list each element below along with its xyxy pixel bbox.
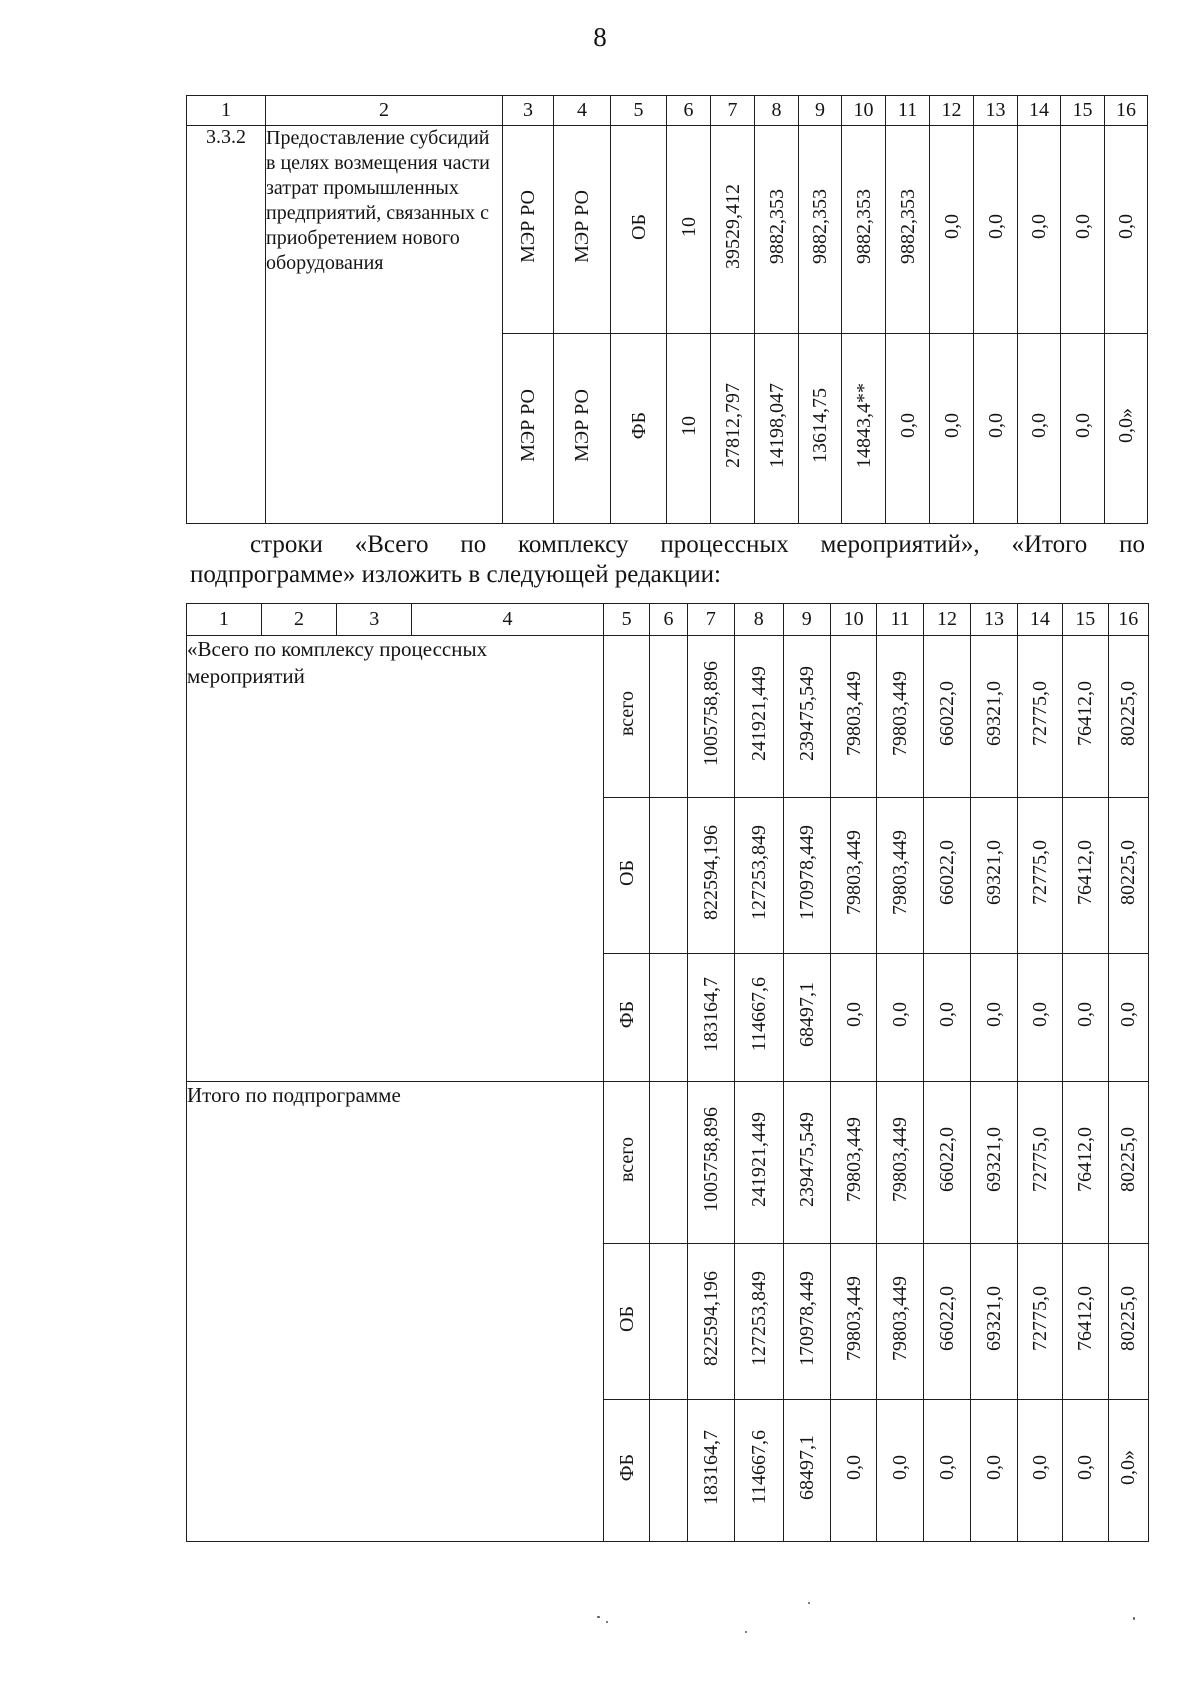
table-cell: 69321,0 [982,1127,1005,1192]
header-cell: 9 [783,604,830,636]
table-cell: 80225,0 [1117,1127,1140,1192]
table-cell: 183164,7 [699,977,722,1052]
table-cell: ОБ [615,859,638,886]
table-cell: 0,0 [842,1002,865,1027]
table-cell: 0,0» [1117,1450,1140,1485]
table-cell: 80225,0 [1117,1286,1140,1351]
table-cell: 72775,0 [1028,840,1051,905]
table-cell: 822594,196 [699,825,722,920]
header-cell: 16 [1108,604,1149,636]
table-cell: 79803,449 [889,1117,912,1202]
header-cell: 12 [930,96,974,126]
table-cell: 69321,0 [982,840,1005,905]
table-cell: 0,0 [984,413,1007,438]
table-cell: ФБ [615,1453,638,1482]
table-cell: 76412,0 [1074,681,1097,746]
table-cell: 239475,549 [795,1112,818,1207]
table-cell: 0,0 [1071,214,1094,239]
table-cell: 79803,449 [889,1276,912,1361]
header-cell: 16 [1105,96,1148,126]
table-cell: 9882,353 [809,189,831,264]
table-cell: 0,0 [1074,1455,1097,1480]
page-number: 8 [593,22,607,52]
table-cell: 79803,449 [842,1117,865,1202]
table-cell: 241921,449 [747,1112,770,1207]
table-cell: 0,0 [936,1455,959,1480]
table-cell: 0,0 [889,1002,912,1027]
table-cell: 39529,412 [721,184,744,269]
table-row [187,1082,1149,1244]
table-cell: 79803,449 [889,671,912,756]
header-cell: 4 [554,96,611,126]
table-cell: 127253,849 [747,1271,770,1366]
table-cell: 69321,0 [982,1286,1005,1351]
table-cell: ФБ [615,1000,638,1029]
header-cell: 15 [1061,96,1105,126]
table-cell: 66022,0 [936,840,959,905]
table-cell: ОБ [615,1305,638,1332]
scan-speck [597,1616,600,1618]
paragraph-line: строки «Всего по комплексу процессных мероприятий», «Итого по [250,531,1145,558]
header-cell: 2 [261,604,337,636]
table-cell: 27812,797 [721,383,744,468]
table-cell: 80225,0 [1117,840,1140,905]
table-cell: 1005758,896 [699,1107,722,1212]
header-cell: 15 [1063,604,1108,636]
header-cell: 11 [886,96,930,126]
table-cell: всего [615,1136,638,1183]
header-cell: 5 [603,604,649,636]
table-cell: 0,0 [984,214,1007,239]
table-cell: 14198,047 [765,383,788,468]
table-cell: 79803,449 [889,830,912,915]
table-cell: 0,0» [1115,408,1137,443]
table-cell: 72775,0 [1028,681,1051,746]
header-cell: 8 [735,604,783,636]
header-cell: 3 [503,96,554,126]
table-cell: 241921,449 [747,666,770,761]
table-cell: 822594,196 [699,1271,722,1366]
table-cell: 0,0 [940,413,963,438]
header-cell: 10 [842,96,886,126]
header-cell: 11 [877,604,923,636]
table-cell: 66022,0 [936,1286,959,1351]
table-cell: 76412,0 [1074,840,1097,905]
table-cell: 0,0 [1074,1002,1097,1027]
table-cell: 239475,549 [795,666,818,761]
table-cell: 170978,449 [795,1271,818,1366]
scan-speck [1133,1617,1135,1620]
header-cell: 12 [923,604,970,636]
table-cell: 0,0 [889,1455,912,1480]
scan-speck [606,1621,608,1623]
header-cell: 14 [1017,604,1062,636]
header-cell: 4 [412,604,604,636]
table-cell: 114667,6 [747,977,770,1052]
header-cell: 1 [187,604,262,636]
header-cell: 6 [650,604,687,636]
table-cell: ФБ [627,411,650,440]
table-cell: 76412,0 [1074,1286,1097,1351]
table-cell: 170978,449 [795,825,818,920]
table-header-row [187,96,1148,126]
item-name: Предоставление субсидий в целях возмещения части затрат промышленных предприятий, связанных с приобретением нового оборудования [266,126,503,524]
table-row [187,636,1149,798]
header-cell: 10 [830,604,876,636]
scan-speck [745,1631,747,1633]
table-cell: 80225,0 [1117,681,1140,746]
header-cell: 2 [266,96,503,126]
header-cell: 9 [799,96,842,126]
table-cell: 69321,0 [982,681,1005,746]
table-cell: 127253,849 [747,825,770,920]
header-cell: 3 [337,604,412,636]
table-cell: 183164,7 [699,1430,722,1505]
table-cell: 114667,6 [747,1430,770,1505]
table-cell: 0,0 [936,1002,959,1027]
table-cell: 9882,353 [852,189,875,264]
table-cell: 0,0 [1028,214,1050,239]
table-cell: 0,0 [842,1455,865,1480]
header-cell: 7 [687,604,734,636]
table-cell: 0,0 [1115,214,1137,239]
amendment-paragraph [190,530,1145,590]
table-cell: 0,0 [1071,413,1094,438]
table-cell: 0,0 [1028,413,1050,438]
table-cell: 79803,449 [842,830,865,915]
scan-speck [808,1602,810,1604]
header-cell: 1 [187,96,266,126]
table-cell: всего [615,690,638,737]
table-cell: 0,0 [1028,1002,1051,1027]
table-cell: 72775,0 [1028,1127,1051,1192]
header-cell: 8 [755,96,799,126]
table-cell: 66022,0 [936,681,959,746]
table-cell: 79803,449 [842,671,865,756]
table-cell: 0,0 [982,1455,1005,1480]
table-cell: МЭР РО [517,389,539,462]
table-cell: 10 [677,415,700,436]
table-row [187,126,1148,334]
header-cell: 13 [974,96,1018,126]
header-cell: 13 [971,604,1017,636]
table-cell: 9882,353 [896,189,919,264]
table-cell: 1005758,896 [699,661,722,766]
header-cell: 7 [711,96,755,126]
table-totals [186,603,1149,1542]
table-cell: 9882,353 [765,189,788,264]
table-cell: 66022,0 [936,1127,959,1192]
table-cell: 76412,0 [1074,1127,1097,1192]
table-cell: 0,0 [1117,1002,1140,1027]
row-group-label: Итого по подпрограмме [187,1082,604,1542]
item-code: 3.3.2 [187,126,266,524]
table-cell: 68497,1 [795,982,818,1047]
table-cell: 0,0 [940,214,963,239]
table-cell: МЭР РО [571,190,593,263]
table-header-row [187,604,1149,636]
header-cell: 6 [667,96,711,126]
table-subsidy-row [186,95,1148,524]
table-cell: 13614,75 [809,388,831,463]
table-cell: 0,0 [896,413,919,438]
table-cell: 14843,4** [852,383,875,468]
table-cell: 68497,1 [795,1435,818,1500]
table-cell: МЭР РО [571,389,593,462]
table-cell: 0,0 [1028,1455,1051,1480]
row-group-label: «Всего по комплексу процессных мероприятий [187,636,604,1082]
table-cell: ОБ [627,213,650,240]
table-cell: 10 [677,216,700,237]
header-cell: 14 [1018,96,1061,126]
table-cell: 72775,0 [1028,1286,1051,1351]
table-cell: 0,0 [982,1002,1005,1027]
table-cell: МЭР РО [517,190,539,263]
header-cell: 5 [611,96,667,126]
table-cell: 79803,449 [842,1276,865,1361]
paragraph-line: подпрограмме» изложить в следующей редакции: [190,561,722,588]
